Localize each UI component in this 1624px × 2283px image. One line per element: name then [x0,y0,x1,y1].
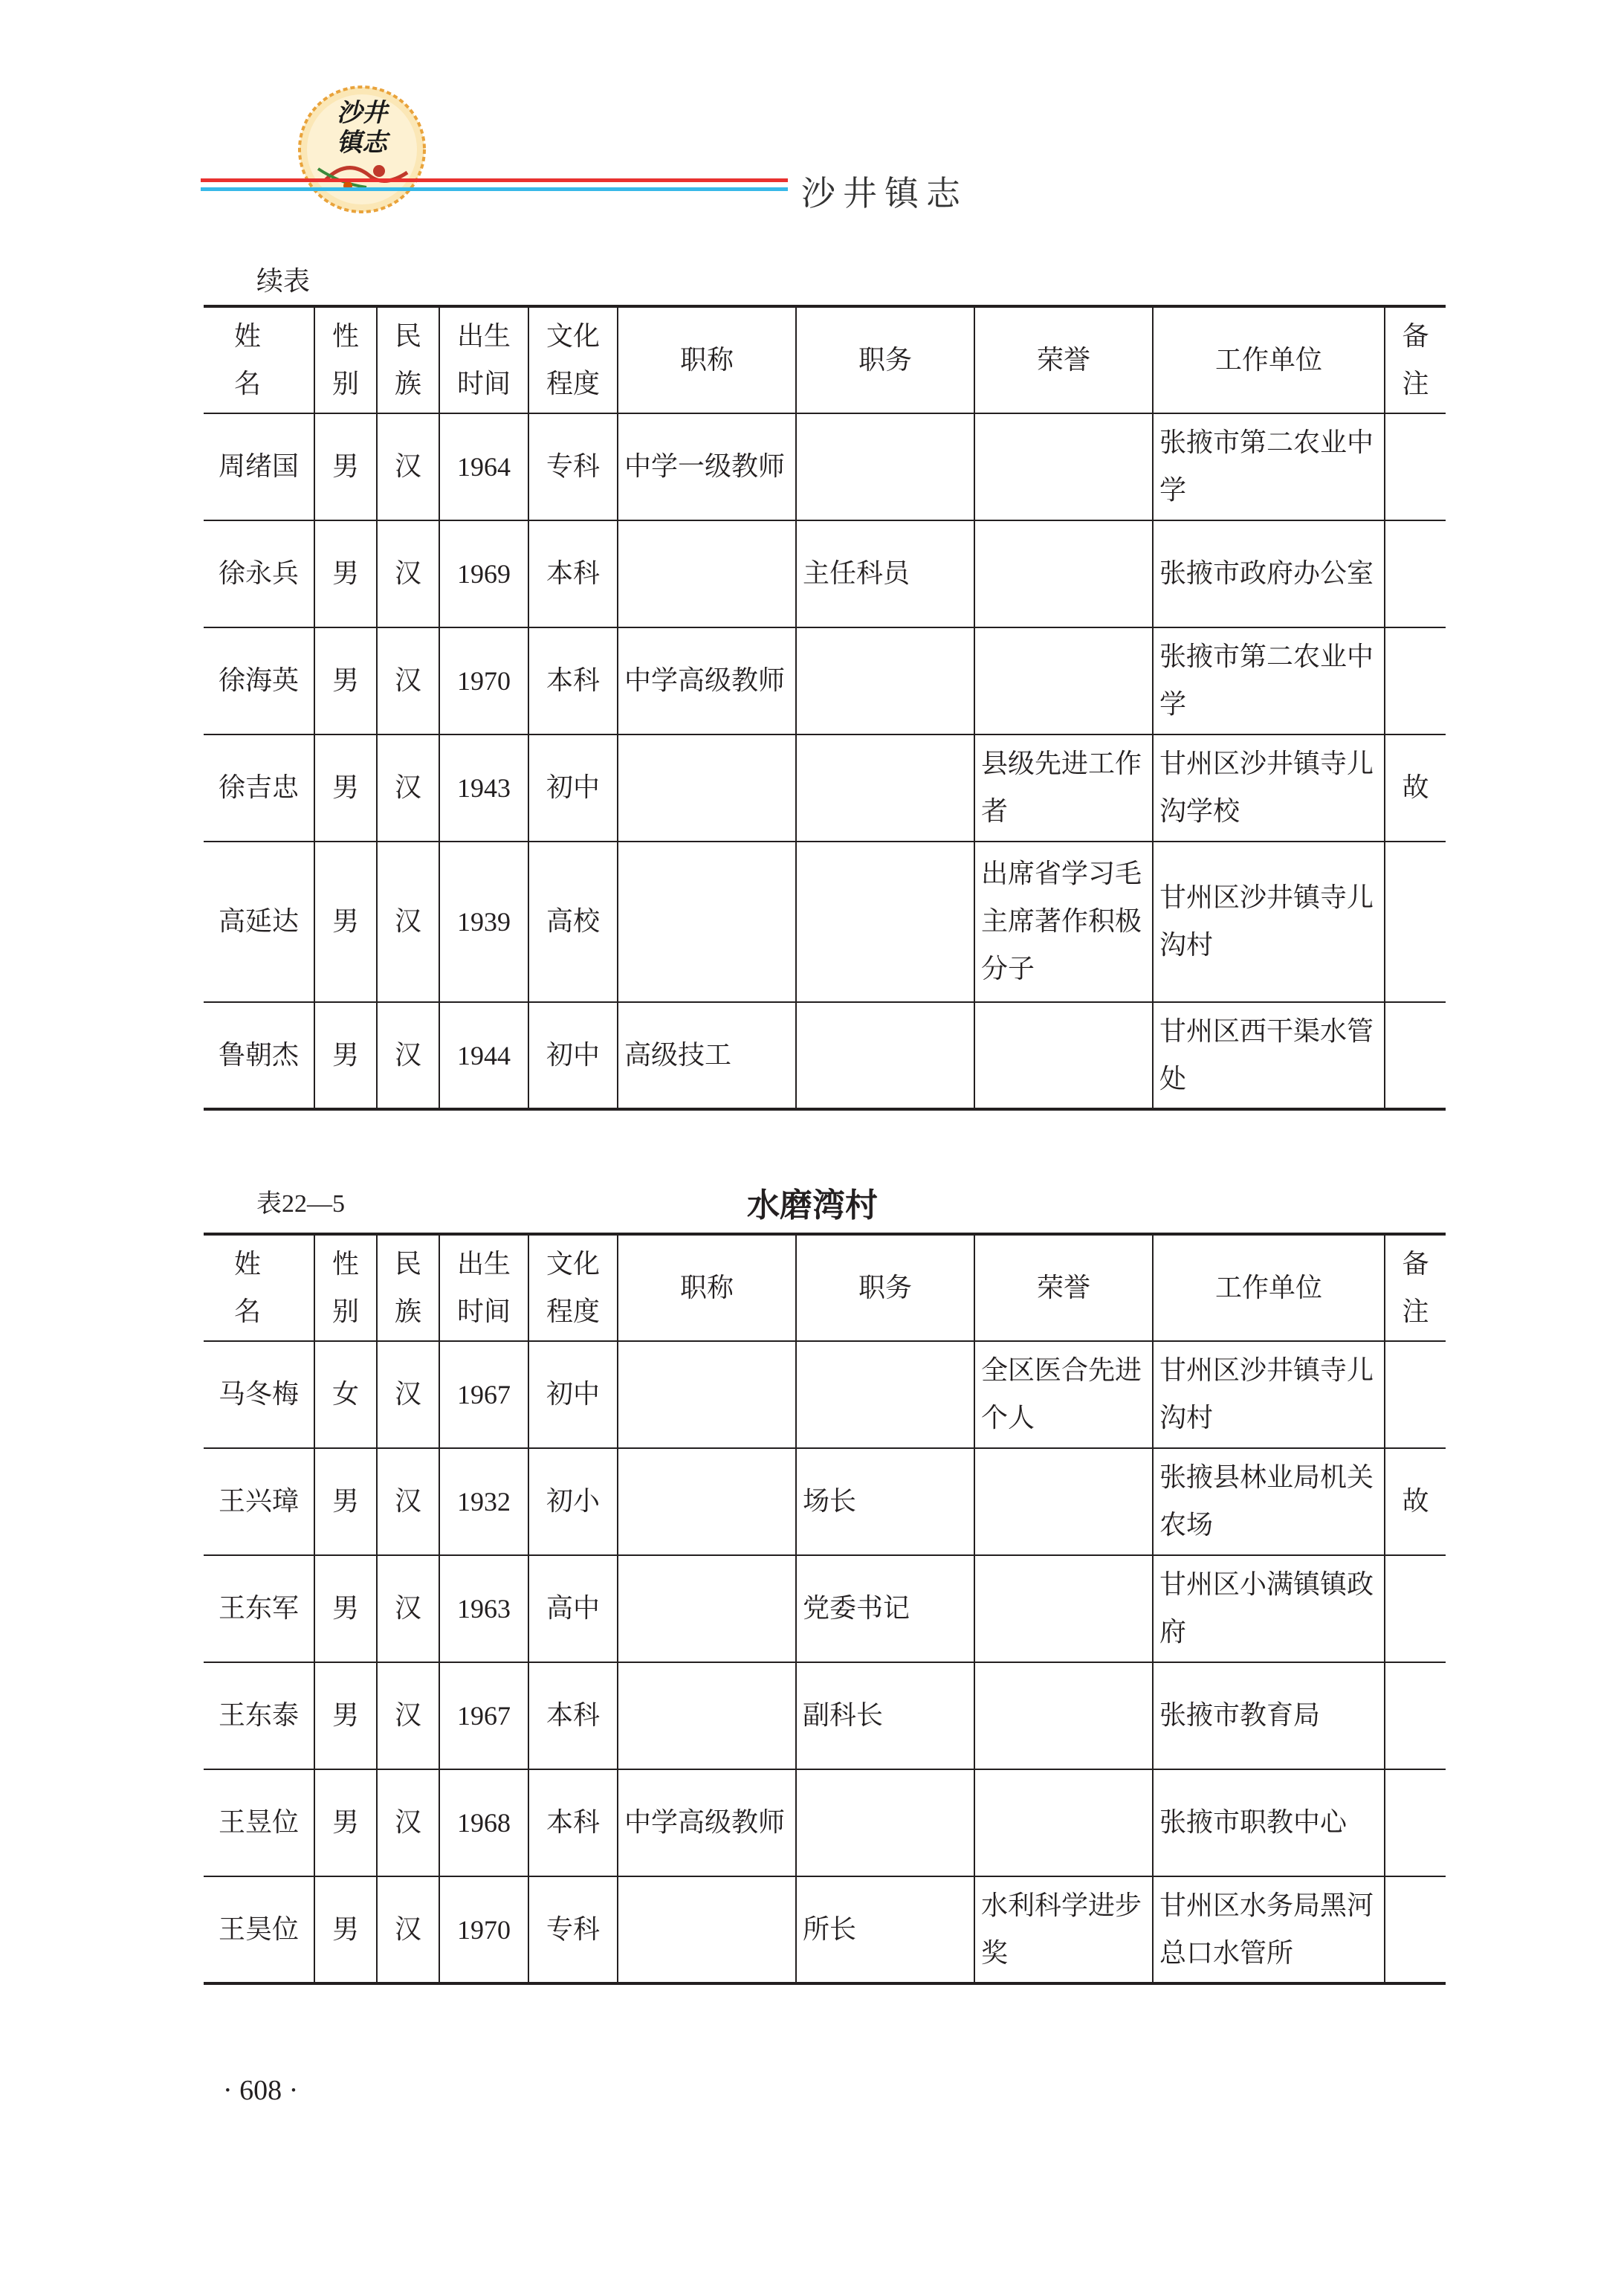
table-row [204,1002,1446,1109]
title-cell [618,1662,796,1769]
position-cell: 主任科员 [796,520,974,627]
education-cell: 初小 [528,1448,618,1555]
workplace-cell: 张掖市第二农业中学 [1153,627,1385,734]
header-name-col: 姓 名 [204,1234,314,1341]
title-cell: 中学高级教师 [618,627,796,734]
header-remark-col: 备注 [1385,1234,1446,1341]
education-cell: 本科 [528,520,618,627]
birth-year-cell: 1963 [439,1555,528,1662]
position-cell: 党委书记 [796,1555,974,1662]
workplace-cell: 甘州区沙井镇寺儿沟村 [1153,842,1385,1002]
table-row [204,1662,1446,1769]
honor-cell: 出席省学习毛主席著作积极分子 [974,842,1153,1002]
remark-cell [1385,1662,1446,1769]
table-number: 表22—5 [256,1190,345,1218]
honor-cell: 水利科学进步奖 [974,1876,1153,1983]
ethnicity-cell: 汉 [377,1448,439,1555]
header-title-col: 职称 [618,1234,796,1341]
remark-cell [1385,1002,1446,1109]
table-row [204,520,1446,627]
position-cell [796,627,974,734]
header-title-col: 职称 [618,306,796,413]
gender-cell: 男 [314,1555,377,1662]
gender-cell: 男 [314,520,377,627]
honor-cell [974,1769,1153,1876]
honor-cell [974,1662,1153,1769]
table-row [204,842,1446,1002]
header-rule-red [201,178,788,182]
remark-cell [1385,520,1446,627]
birth-year-cell: 1970 [439,1876,528,1983]
title-cell: 中学高级教师 [618,1769,796,1876]
birth-year-cell: 1939 [439,842,528,1002]
header-workplace-col: 工作单位 [1153,1234,1385,1341]
education-cell: 专科 [528,413,618,520]
gender-cell: 男 [314,413,377,520]
honor-cell [974,1555,1153,1662]
position-cell: 副科长 [796,1662,974,1769]
name-cell: 徐海英 [204,627,314,734]
remark-cell [1385,1769,1446,1876]
header-birth-year-col: 出生时间 [439,1234,528,1341]
title-cell [618,842,796,1002]
workplace-cell: 甘州区小满镇镇政府 [1153,1555,1385,1662]
header-position-col: 职务 [796,1234,974,1341]
ethnicity-cell: 汉 [377,1555,439,1662]
gender-cell: 男 [314,1002,377,1109]
workplace-cell: 甘州区沙井镇寺儿沟村 [1153,1341,1385,1448]
remark-cell [1385,1555,1446,1662]
position-cell [796,413,974,520]
header-education-col: 文化程度 [528,1234,618,1341]
title-cell: 高级技工 [618,1002,796,1109]
table-header-row [204,1234,1446,1341]
table-row [204,1341,1446,1448]
name-cell: 王东泰 [204,1662,314,1769]
ethnicity-cell: 汉 [377,520,439,627]
workplace-cell: 甘州区水务局黑河总口水管所 [1153,1876,1385,1983]
birth-year-cell: 1943 [439,734,528,842]
gender-cell: 男 [314,1448,377,1555]
name-cell: 王昱位 [204,1769,314,1876]
workplace-cell: 张掖市职教中心 [1153,1769,1385,1876]
education-cell: 高校 [528,842,618,1002]
gender-cell: 男 [314,1662,377,1769]
table-row [204,734,1446,842]
remark-cell: 故 [1385,734,1446,842]
name-cell: 徐吉忠 [204,734,314,842]
header-rule-cyan [201,187,788,191]
table-caption [256,1178,1446,1224]
table-row [204,413,1446,520]
ethnicity-cell: 汉 [377,1876,439,1983]
header-ethnicity-col: 民族 [377,1234,439,1341]
position-cell [796,1002,974,1109]
ethnicity-cell: 汉 [377,1662,439,1769]
header-ethnicity-col: 民族 [377,306,439,413]
name-cell: 王昊位 [204,1876,314,1983]
header-honor-col: 荣誉 [974,306,1153,413]
title-cell [618,734,796,842]
table-row [204,1876,1446,1983]
remark-cell [1385,1876,1446,1983]
education-cell: 本科 [528,1662,618,1769]
birth-year-cell: 1967 [439,1341,528,1448]
birth-year-cell: 1967 [439,1662,528,1769]
table-row [204,1448,1446,1555]
header-position-col: 职务 [796,306,974,413]
logo-line-1: 沙井 [337,98,387,128]
birth-year-cell: 1944 [439,1002,528,1109]
position-cell [796,1769,974,1876]
ethnicity-cell: 汉 [377,1341,439,1448]
header-education-col: 文化程度 [528,306,618,413]
workplace-cell: 张掖市第二农业中学 [1153,413,1385,520]
honor-cell [974,413,1153,520]
position-cell [796,734,974,842]
name-cell: 周绪国 [204,413,314,520]
title-cell [618,520,796,627]
title-cell [618,1341,796,1448]
position-cell: 场长 [796,1448,974,1555]
ethnicity-cell: 汉 [377,1769,439,1876]
ethnicity-cell: 汉 [377,842,439,1002]
table-row [204,627,1446,734]
birth-year-cell: 1969 [439,520,528,627]
header-gender-col: 性别 [314,1234,377,1341]
header-gender-col: 性别 [314,306,377,413]
honor-cell: 县级先进工作者 [974,734,1153,842]
honor-cell: 全区医合先进个人 [974,1341,1153,1448]
workplace-cell: 甘州区西干渠水管处 [1153,1002,1385,1109]
logo-line-2: 镇志 [337,128,387,158]
education-cell: 高中 [528,1555,618,1662]
workplace-cell: 张掖市教育局 [1153,1662,1385,1769]
table-row [204,1769,1446,1876]
table-header-row [204,306,1446,413]
header-workplace-col: 工作单位 [1153,306,1385,413]
running-title: 沙井镇志 [801,173,968,213]
honor-cell [974,1002,1153,1109]
title-cell [618,1555,796,1662]
ethnicity-cell: 汉 [377,1002,439,1109]
education-cell: 本科 [528,1769,618,1876]
gender-cell: 男 [314,1876,377,1983]
name-cell: 马冬梅 [204,1341,314,1448]
workplace-cell: 甘州区沙井镇寺儿沟学校 [1153,734,1385,842]
table-row [204,1555,1446,1662]
honor-cell [974,520,1153,627]
table-title: 水磨湾村 [747,1186,878,1224]
education-cell: 初中 [528,1002,618,1109]
workplace-cell: 张掖市政府办公室 [1153,520,1385,627]
name-cell: 徐永兵 [204,520,314,627]
header-birth-year-col: 出生时间 [439,306,528,413]
workplace-cell: 张掖县林业局机关农场 [1153,1448,1385,1555]
title-cell: 中学一级教师 [618,413,796,520]
person-table-shuimowan [204,1233,1446,1985]
remark-cell [1385,1341,1446,1448]
gender-cell: 男 [314,627,377,734]
remark-cell: 故 [1385,1448,1446,1555]
remark-cell [1385,627,1446,734]
birth-year-cell: 1964 [439,413,528,520]
honor-cell [974,1448,1153,1555]
gender-cell: 男 [314,734,377,842]
title-cell [618,1448,796,1555]
page-number: · 608 · [223,2075,299,2106]
position-cell [796,1341,974,1448]
name-cell: 王东军 [204,1555,314,1662]
gender-cell: 男 [314,842,377,1002]
name-cell: 王兴璋 [204,1448,314,1555]
position-cell [796,842,974,1002]
name-cell: 高延达 [204,842,314,1002]
birth-year-cell: 1968 [439,1769,528,1876]
ethnicity-cell: 汉 [377,413,439,520]
continued-table-label: 续表 [256,266,311,297]
position-cell: 所长 [796,1876,974,1983]
birth-year-cell: 1932 [439,1448,528,1555]
book-logo [296,83,428,216]
header-name-col: 姓 名 [204,306,314,413]
ethnicity-cell: 汉 [377,734,439,842]
remark-cell [1385,413,1446,520]
header-honor-col: 荣誉 [974,1234,1153,1341]
person-table-continued [204,305,1446,1111]
education-cell: 初中 [528,734,618,842]
education-cell: 初中 [528,1341,618,1448]
honor-cell [974,627,1153,734]
remark-cell [1385,842,1446,1002]
education-cell: 本科 [528,627,618,734]
name-cell: 鲁朝杰 [204,1002,314,1109]
gender-cell: 女 [314,1341,377,1448]
education-cell: 专科 [528,1876,618,1983]
gender-cell: 男 [314,1769,377,1876]
ethnicity-cell: 汉 [377,627,439,734]
title-cell [618,1876,796,1983]
header-remark-col: 备注 [1385,306,1446,413]
birth-year-cell: 1970 [439,627,528,734]
